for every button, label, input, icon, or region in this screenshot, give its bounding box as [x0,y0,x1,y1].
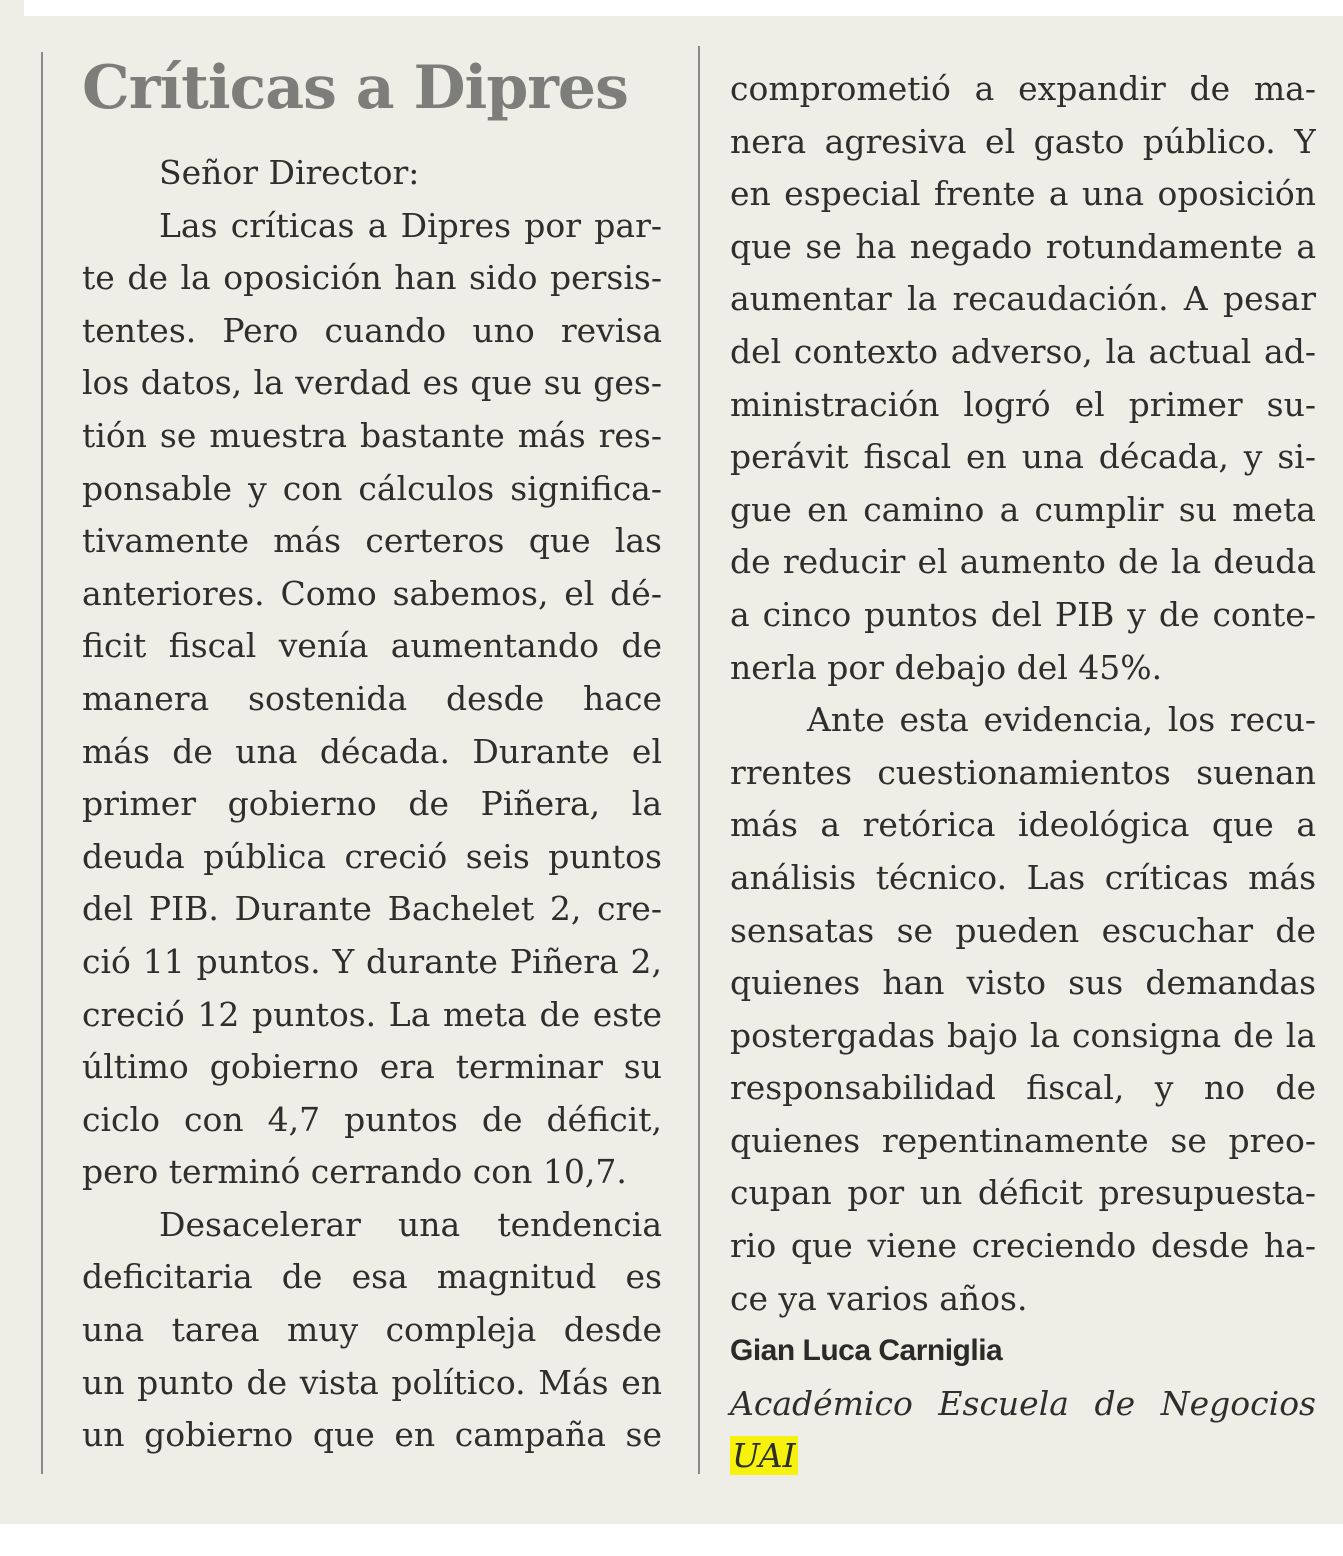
paragraph-line: ciclo con 4,7 puntos de déficit, [82,1099,662,1139]
paragraph-line: tivamente más certeros que las [82,521,662,561]
paragraph-line: tentes. Pero cuando uno revisa [82,310,662,350]
right-text-column [730,63,1316,1483]
paragraph-line: ponsable y con cálculos significa- [82,468,662,508]
paragraph-line: responsabilidad fiscal, y no de [730,1068,1316,1108]
paragraph-line: último gobierno era terminar su [82,1047,662,1087]
paragraph-line: comprometió a expandir de ma- [730,69,1316,108]
paragraph-line: te de la oposición han sido persis- [82,258,662,298]
paragraph-line: una tarea muy compleja desde [82,1310,662,1350]
left-column-rule [41,52,43,1474]
paragraph-line: a cinco puntos del PIB y de conte- [730,594,1316,634]
paragraph-line: un gobierno que en campaña se [82,1415,662,1455]
paragraph-line: de reducir el aumento de la deuda [730,542,1316,582]
paragraph-line: anteriores. Como sabemos, el dé- [82,573,662,613]
paragraph-line: primer gobierno de Piñera, la [82,784,662,824]
paragraph-line: en especial frente a una oposición [730,174,1316,214]
paragraph-line: rio que viene creciendo desde ha- [730,1226,1316,1266]
paragraph-line: gue en camino a cumplir su meta [730,489,1316,529]
paragraph-line: ció 11 puntos. Y durante Piñera 2, [82,941,662,981]
paragraph-line: un punto de vista político. Más en [82,1362,662,1402]
paragraph-line: pero terminó cerrando con 10,7. [82,1152,627,1192]
paragraph-line: postergadas bajo la consigna de la [730,1015,1316,1055]
top-white-strip [622,0,1343,16]
author-role: Académico Escuela de Negocios [730,1383,1316,1423]
left-text-column [82,147,662,1462]
paragraph-line: que se ha negado rotundamente a [730,226,1316,266]
paragraph-line: ce ya varios años. [730,1278,1028,1318]
paragraph-line: perávit fiscal en una década, y si- [730,437,1316,477]
article-title: Críticas a Dipres [82,53,628,123]
paragraph-line: nera agresiva el gasto público. Y [730,121,1316,161]
paragraph-line: Ante esta evidencia, los recu- [807,700,1316,740]
paragraph-line: análisis técnico. Las críticas más [730,857,1316,897]
paragraph-line: sensatas se pueden escuchar de [730,910,1316,950]
author-name: Gian Luca Carniglia [730,1334,1003,1368]
paragraph-line: aumentar la recaudación. A pesar [730,279,1316,319]
paragraph-line: Desacelerar una tendencia [159,1204,662,1244]
paragraph-line: quienes han visto sus demandas [730,963,1316,1003]
paragraph-line: Las críticas a Dipres por par- [159,205,662,245]
paragraph-line: los datos, la verdad es que su ges- [82,363,662,403]
paragraph-line: deficitaria de esa magnitud es [82,1257,662,1297]
paragraph-line: nerla por debajo del 45%. [730,647,1163,687]
highlighted-organization: UAI [732,1436,796,1476]
paragraph-line: del PIB. Durante Bachelet 2, cre- [82,889,662,929]
paragraph-line: tión se muestra bastante más res- [82,415,662,455]
paragraph-line: rrentes cuestionamientos suenan [730,752,1316,792]
paragraph-line: del contexto adverso, la actual ad- [730,331,1316,371]
paragraph-line: más de una década. Durante el [82,731,662,771]
author-organization [730,1430,1316,1483]
letter-greeting: Señor Director: [159,153,420,192]
middle-column-rule [698,46,700,1474]
paragraph-line: creció 12 puntos. La meta de este [82,994,662,1034]
paragraph-line: manera sostenida desde hace [82,678,662,718]
paragraph-line: ficit fiscal venía aumentando de [82,626,662,666]
top-notch [0,0,24,16]
paragraph-line: cupan por un déficit presupuesta- [730,1173,1316,1213]
paragraph-line: ministración logró el primer su- [730,384,1316,424]
paragraph-line: más a retórica ideológica que a [730,805,1316,845]
paragraph-line: quienes repentinamente se preo- [730,1120,1316,1160]
paragraph-line: deuda pública creció seis puntos [82,836,662,876]
